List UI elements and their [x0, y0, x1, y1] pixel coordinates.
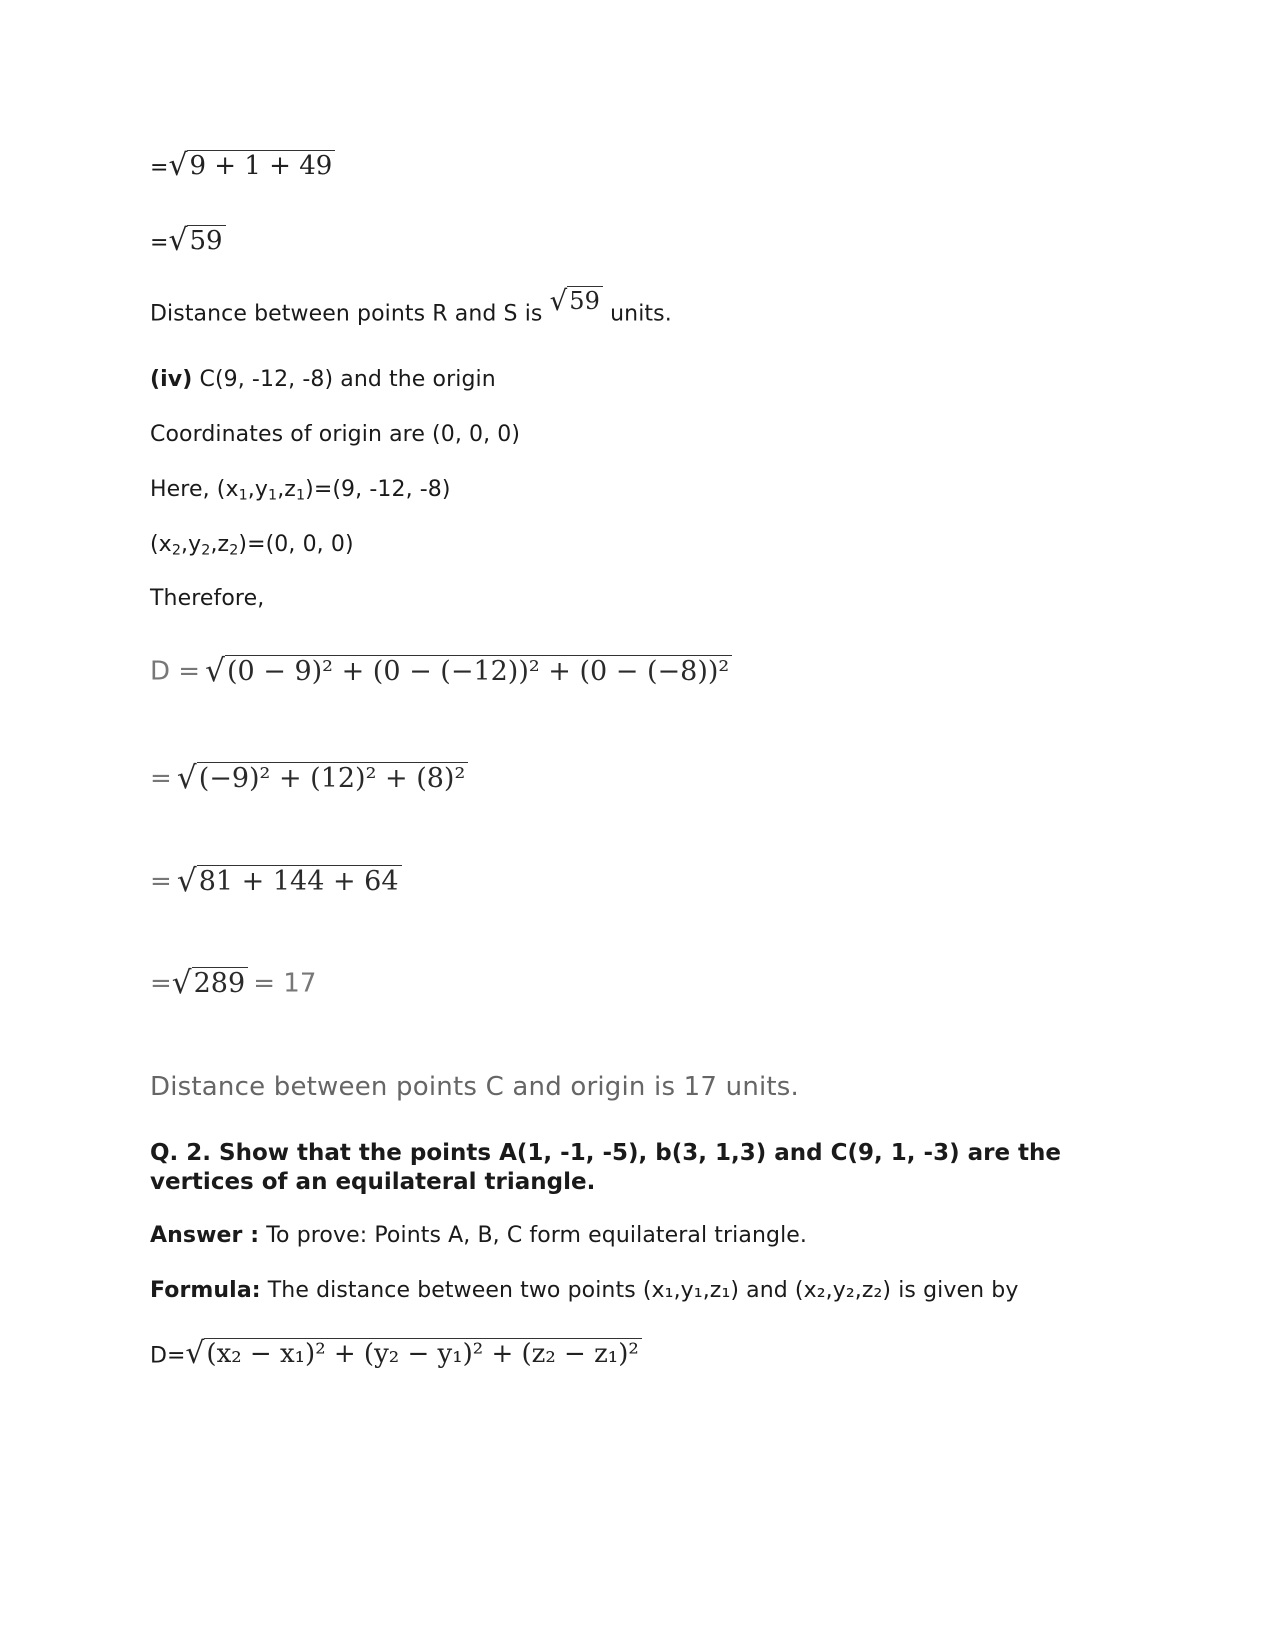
formula-equation — [150, 1335, 642, 1371]
radical — [168, 147, 335, 183]
formula-text: The distance between two points (x₁,y₁,z₁) and (x₂,y₂,z₂) is given by — [267, 1278, 1019, 1303]
part-text: C(9, -12, -8) and the origin — [199, 367, 496, 392]
question-2: Q. 2. Show that the points A(1, -1, -5), b(3, 1,3) and C(9, 1, -3) are the vertices of an equilateral triangle. — [150, 1140, 1062, 1195]
equals-sign: = — [150, 763, 172, 794]
sqrt-symbol: √ — [168, 222, 188, 258]
radicand: 289 — [192, 967, 249, 999]
subscript: 2 — [201, 542, 211, 559]
sqrt-symbol: √ — [171, 964, 192, 1001]
equation-step-4 — [150, 964, 317, 1001]
distance-rs-text: Distance between points R and S is — [150, 301, 543, 327]
sqrt-symbol: √ — [549, 283, 568, 317]
therefore-text: Therefore, — [150, 586, 265, 611]
text-segment: ,y — [247, 477, 268, 502]
equation-step-3 — [150, 862, 402, 899]
subscript: 2 — [229, 542, 239, 559]
text-segment: )=(0, 0, 0) — [238, 532, 354, 557]
radical — [168, 222, 225, 258]
radical — [171, 964, 248, 1001]
point2-line — [150, 531, 354, 565]
text-segment: (x — [150, 532, 172, 557]
here-point1 — [150, 476, 451, 510]
text-segment: ,z — [210, 532, 230, 557]
answer-label: Answer : — [150, 1223, 260, 1248]
d-equals: D= — [150, 1343, 186, 1369]
radical — [176, 759, 468, 796]
sqrt-symbol: √ — [168, 147, 188, 183]
radicand: 9 + 1 + 49 — [187, 150, 335, 181]
radicand: 81 + 144 + 64 — [197, 865, 402, 897]
radicand: 59 — [187, 225, 225, 256]
sqrt-symbol: √ — [176, 862, 197, 899]
radicand: (x₂ − x₁)² + (y₂ − y₁)² + (z₂ − z₁)² — [204, 1338, 641, 1369]
equals-sign: = — [150, 230, 169, 256]
equation-step-2 — [150, 759, 468, 796]
radicand: 59 — [567, 286, 603, 314]
answer-text: To prove: Points A, B, C form equilateral triangle. — [266, 1223, 808, 1248]
radical — [549, 283, 603, 317]
equation-sqrt-sum — [150, 147, 335, 183]
distance-rs-line — [150, 283, 672, 328]
radical — [185, 1335, 641, 1371]
part-iv-heading — [150, 366, 496, 394]
result: = 17 — [253, 968, 317, 999]
subscript: 2 — [171, 542, 182, 559]
sqrt-symbol: √ — [205, 652, 225, 689]
distance-equation — [150, 652, 732, 689]
sqrt-symbol: √ — [185, 1335, 205, 1371]
equation-sqrt-59 — [150, 222, 226, 258]
radical — [205, 652, 732, 689]
text-segment: ,z — [277, 477, 296, 502]
equals-sign: = — [150, 155, 169, 181]
formula-label: Formula: — [150, 1278, 261, 1303]
equals-sign: = — [150, 968, 172, 999]
units-text: units. — [610, 301, 672, 327]
subscript: 1 — [268, 487, 278, 504]
text-segment: )=(9, -12, -8) — [305, 477, 451, 502]
radicand: (0 − 9)² + (0 − (−12))² + (0 − (−8))² — [225, 655, 732, 687]
distance-c-origin: Distance between points C and origin is 17 units. — [150, 1072, 800, 1102]
formula-line — [150, 1277, 1018, 1305]
radical — [176, 862, 402, 899]
d-equals: D = — [150, 656, 201, 687]
origin-coordinates: Coordinates of origin are (0, 0, 0) — [150, 422, 521, 447]
text-segment: Here, (x — [150, 477, 239, 502]
subscript: 1 — [238, 487, 248, 504]
equals-sign: = — [150, 866, 172, 897]
subscript: 1 — [295, 487, 306, 504]
text-segment: ,y — [181, 532, 202, 557]
radicand: (−9)² + (12)² + (8)² — [197, 762, 469, 794]
sqrt-symbol: √ — [176, 759, 197, 796]
answer-line — [150, 1222, 807, 1250]
part-label: (iv) — [150, 367, 193, 392]
